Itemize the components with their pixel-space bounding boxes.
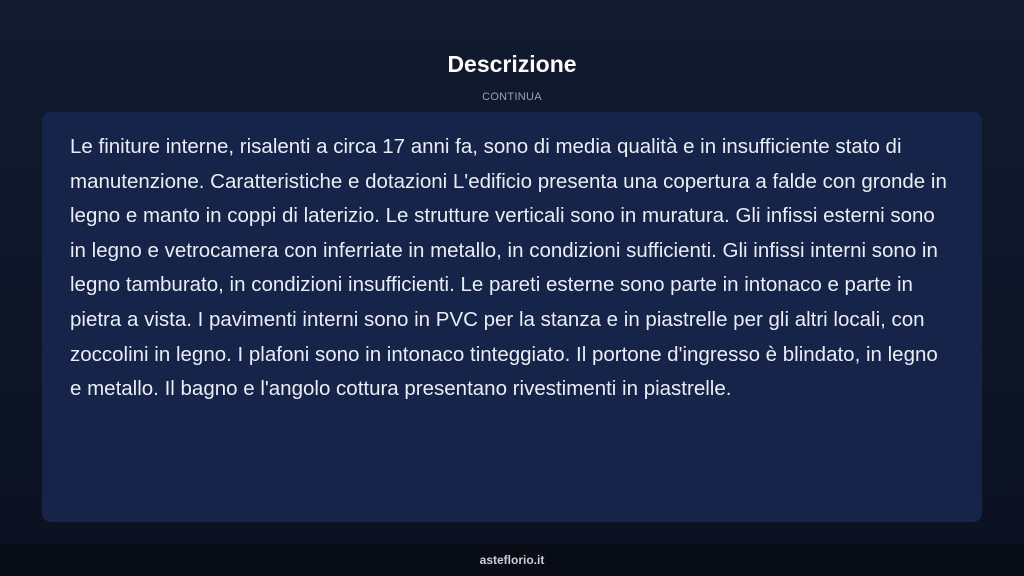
footer-site-label: asteflorio.it bbox=[479, 553, 545, 567]
description-text: Le finiture interne, risalenti a circa 17 anni fa, sono di media qualità e in insufficiente stato di manutenzione. Caratteristiche e dotazioni L'edificio presenta una copertura a falde con gronde in legno e manto in coppi di laterizio. Le strutture verticali sono in muratura. Gli infissi esterni sono in legno e vetrocamera con inferriate in metallo, in condizioni sufficienti. Gli infissi interni sono in legno tamburato, in condizioni insufficienti. Le pareti esterne sono parte in intonaco e parte in pietra a vista. I pavimenti interni sono in PVC per la stanza e in piastrelle per gli altri locali, con zoccolini in legno. I plafoni sono in intonaco tinteggiato. Il portone d'ingresso è blindato, in legno e metallo. Il bagno e l'angolo cottura presentano rivestimenti in piastrelle. bbox=[70, 135, 947, 401]
footer-bar bbox=[0, 544, 1024, 576]
continua-label: CONTINUA bbox=[482, 91, 542, 103]
page-title: Descrizione bbox=[447, 51, 577, 77]
description-card bbox=[42, 112, 982, 522]
